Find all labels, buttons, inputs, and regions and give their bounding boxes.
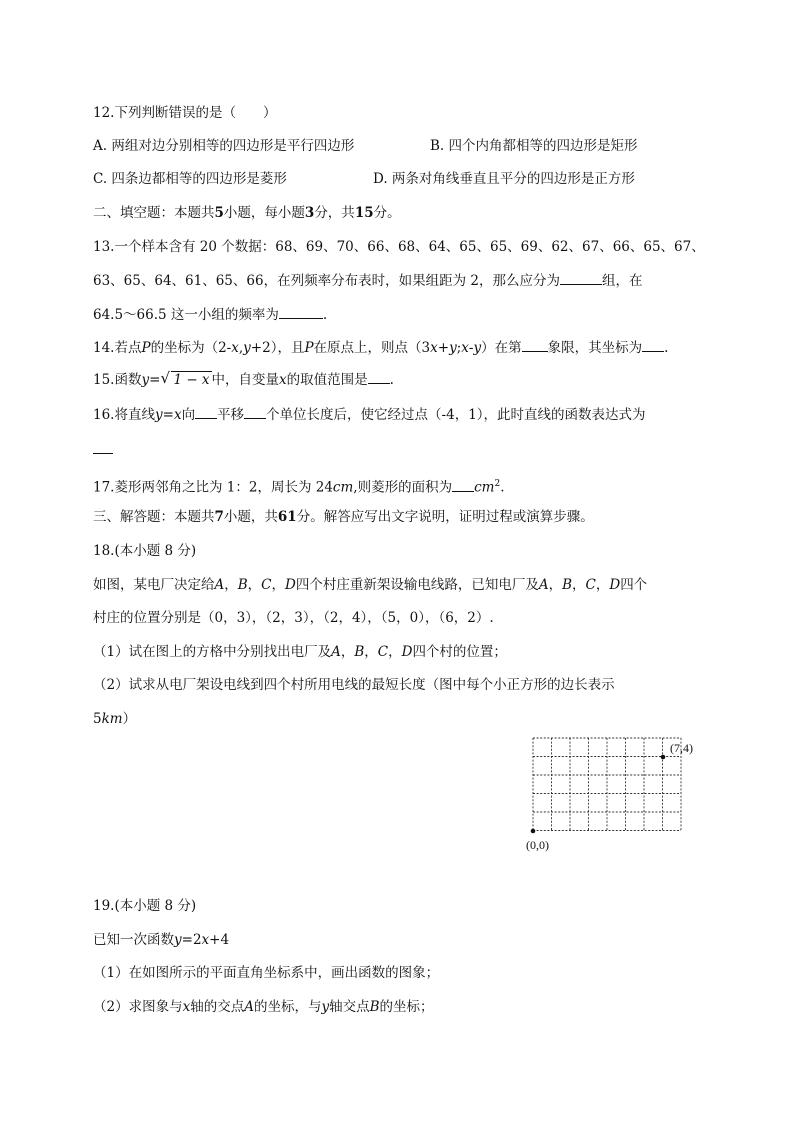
q13-line3: 64.5～66.5 这一小组的频率为 . xyxy=(93,307,328,323)
q15-answer-blank[interactable] xyxy=(368,370,390,384)
q16-text: 16.将直线y=x向 平移 个单位长度后，使它经过点（-4，1），此时直线的函数表达式为 xyxy=(93,407,646,423)
q17-text: 17.菱形两邻角之比为 1：2，周长为 24cm,则菱形的面积为 $cm^2$. xyxy=(93,479,505,496)
corner-point-7-4 xyxy=(661,755,666,760)
q13-line1: 13.一个样本含有 20 个数据：68、69、70、66、68、64、65、65、69、62、67、66、65、67、 xyxy=(93,239,705,255)
q12-option-d: D. 两条对角线垂直且平分的四边形是正方形 xyxy=(373,171,635,187)
q18-paragraph-line1: 如图，某电厂决定给A，B，C，D四个村庄重新架设输电线路，已知电厂及A，B，C，D四个 xyxy=(93,577,648,593)
q18-subquestion-1: （1）试在图上的方格中分别找出电厂及A，B，C，D四个村的位置； xyxy=(93,644,507,660)
q19-subquestion-1: （1）在如图所示的平面直角坐标系中，画出函数的图象； xyxy=(93,965,440,981)
q18-paragraph-line2: 村庄的位置分别是（0，3），（2，3），（2，4），（5，0），（6，2）. xyxy=(93,610,494,626)
q19-function: 已知一次函数y=2x+4 xyxy=(93,932,230,948)
section2-heading: 二、填空题：本题共5小题，每小题3分，共15分。 xyxy=(93,205,401,221)
q15-text: 15.函数y= √ 1 − x 中，自变量x的取值范围是 . xyxy=(93,369,394,388)
section3-heading: 三、解答题：本题共7小题，共61分。解答应写出文字说明，证明过程或演算步骤。 xyxy=(93,509,594,525)
q14-answer-blank-2[interactable] xyxy=(642,338,664,352)
q12-stem: 12.下列判断错误的是（ ） xyxy=(93,105,277,121)
q19-header: 19.(本小题 8 分) xyxy=(93,898,197,914)
q19-subquestion-2: （2）求图象与x轴的交点A的坐标，与y轴交点B的坐标； xyxy=(93,999,434,1015)
q12-option-a: A. 两组对边分别相等的四边形是平行四边形 xyxy=(93,138,355,154)
q14-text: 14.若点P的坐标为（2-x,y+2），且P在原点上，则点（3x+y;x-y）在第 象限，其坐标为 . xyxy=(93,340,669,356)
q16-answer-blank-1[interactable] xyxy=(195,405,217,419)
square-root-expression: √ 1 − x xyxy=(160,369,210,388)
q16-answer-line xyxy=(93,440,113,459)
q16-answer-blank-2[interactable] xyxy=(244,405,266,419)
q18-subquestion-2-cont: 5km） xyxy=(93,711,137,727)
q18-subquestion-2: （2）试求从电厂架设电线到四个村所用电线的最短长度（图中每个小正方形的边长表示 xyxy=(93,677,615,693)
q13-line2: 63、65、64、61、65、66，在列频率分布表时，如果组距为 2，那么应分为 组，在 xyxy=(93,273,643,289)
origin-point xyxy=(531,829,536,834)
label-7-4: (7,4) xyxy=(670,741,693,755)
q12-option-c: C. 四条边都相等的四边形是菱形 xyxy=(93,171,287,187)
q16-answer-blank-3[interactable] xyxy=(93,440,113,454)
label-origin: (0,0) xyxy=(526,838,549,852)
coordinate-grid-figure xyxy=(520,733,705,855)
q17-answer-blank[interactable] xyxy=(452,478,474,492)
q18-header: 18.(本小题 8 分) xyxy=(93,543,197,559)
grid-lines xyxy=(533,738,681,831)
q13-answer-blank-1[interactable] xyxy=(560,271,602,285)
q12-option-b: B. 四个内角都相等的四边形是矩形 xyxy=(430,138,638,154)
q14-answer-blank-1[interactable] xyxy=(522,338,548,352)
q13-answer-blank-2[interactable] xyxy=(279,305,323,319)
